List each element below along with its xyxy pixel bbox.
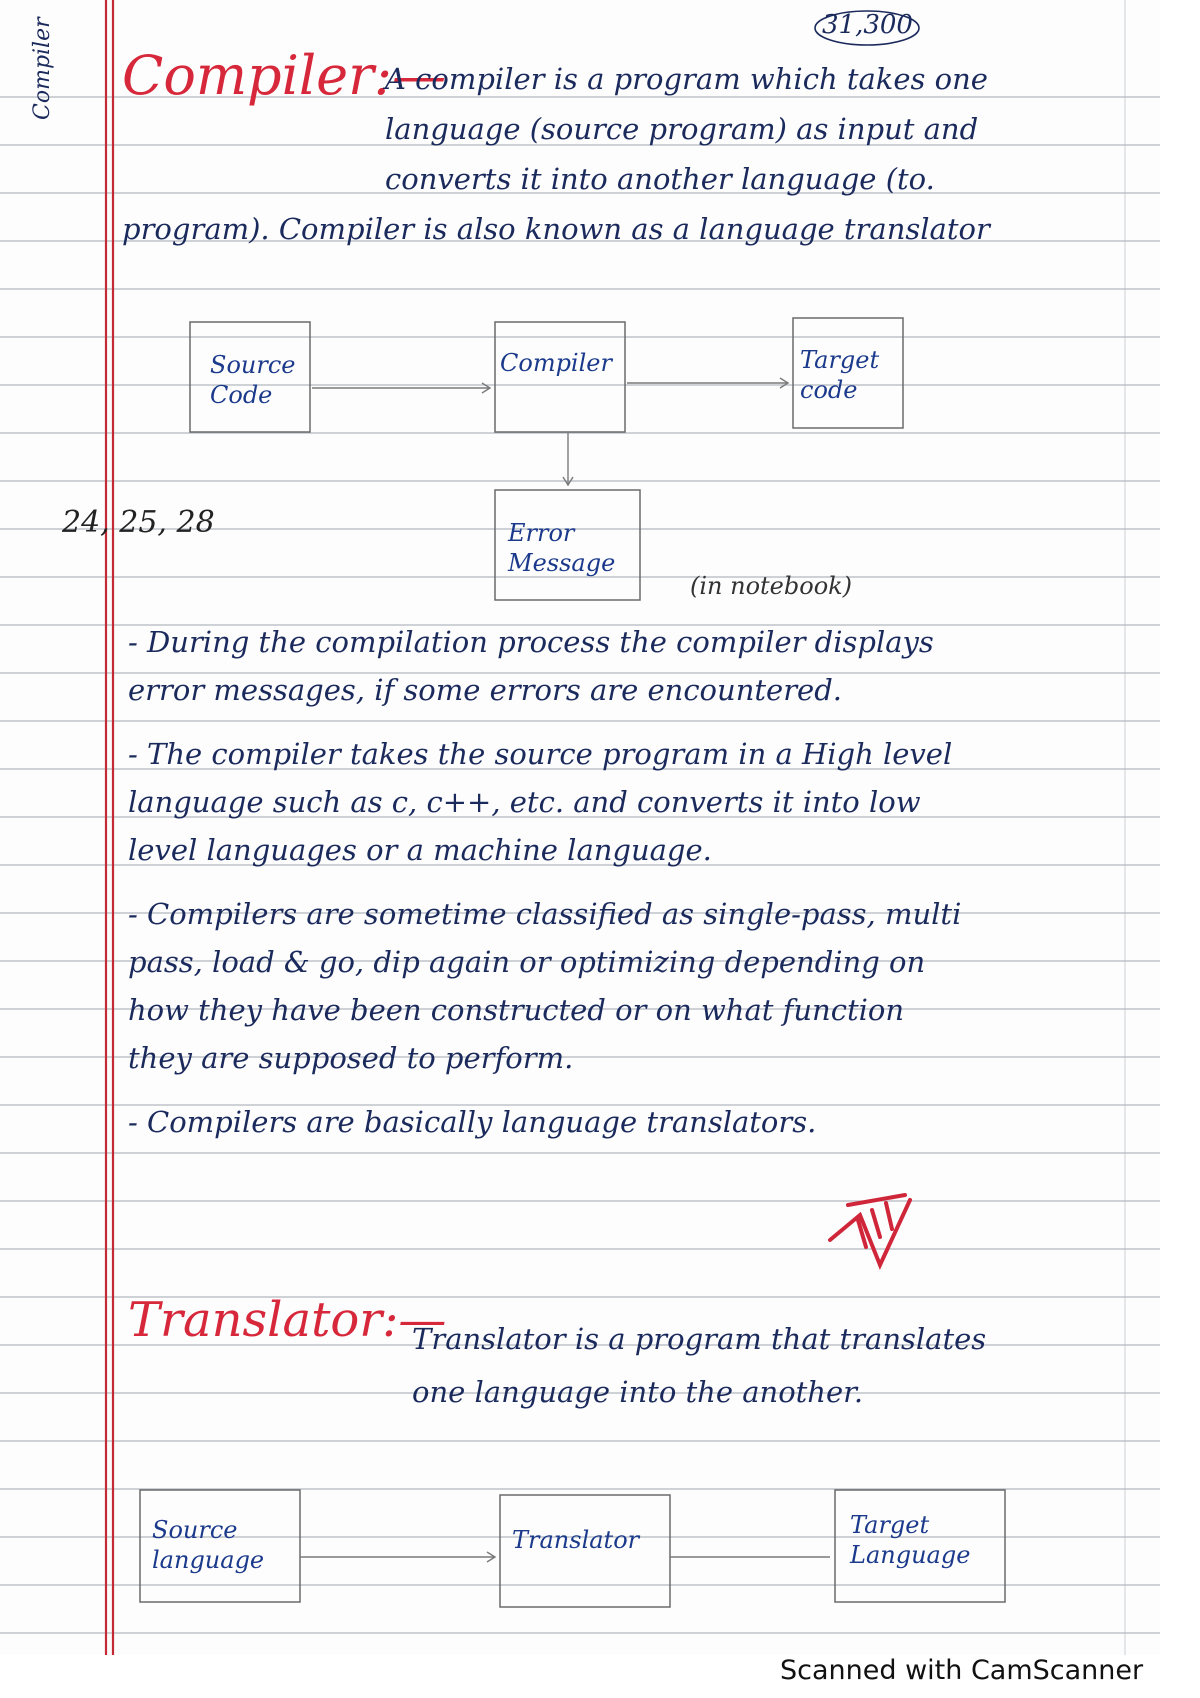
- bullet-line: - During the compilation process the compiler displays: [128, 625, 934, 659]
- target-code-label: Target code: [800, 346, 880, 404]
- bullet-line: how they have been constructed or on what function: [128, 993, 905, 1027]
- bullet-line: they are supposed to perform.: [128, 1041, 574, 1075]
- bullet-line: level languages or a machine language.: [128, 833, 712, 867]
- translator-definition-line: one language into the another.: [412, 1375, 864, 1409]
- side-numbers: 24, 25, 28: [62, 505, 215, 540]
- error-message-label: Error Message: [508, 519, 616, 577]
- bullet-line: pass, load & go, dip again or optimizing depending on: [128, 945, 926, 979]
- translator-heading: Translator:—: [128, 1292, 447, 1348]
- compiler-heading: Compiler:—: [122, 44, 447, 107]
- page-number: 31,300: [822, 10, 913, 40]
- source-language-label: Source language: [152, 1516, 265, 1574]
- margin-note: Compiler: [30, 17, 55, 120]
- compiler-definition-line: A compiler is a program which takes one: [385, 62, 988, 96]
- compiler-definition-line: converts it into another language (to.: [385, 162, 935, 196]
- translator-label: Translator: [512, 1526, 640, 1554]
- compiler-definition-line: program). Compiler is also known as a language translator: [122, 212, 990, 246]
- notebook-note: (in notebook): [690, 572, 853, 600]
- compiler-label: Compiler: [500, 349, 612, 377]
- scanner-footer: Scanned with CamScanner: [780, 1655, 1144, 1686]
- bullet-line: - The compiler takes the source program in a High level: [128, 737, 953, 771]
- translator-definition-line: Translator is a program that translates: [412, 1322, 987, 1356]
- compiler-definition-line: language (source program) as input and: [385, 112, 979, 146]
- target-language-label: Target Language: [850, 1511, 971, 1569]
- bullet-line: - Compilers are basically language translators.: [128, 1105, 817, 1139]
- bullet-line: error messages, if some errors are encountered.: [128, 673, 842, 707]
- source-code-label: Source Code: [210, 351, 296, 409]
- bullet-line: language such as c, c++, etc. and converts it into low: [128, 785, 921, 819]
- bullet-line: - Compilers are sometime classified as single-pass, multi: [128, 897, 962, 931]
